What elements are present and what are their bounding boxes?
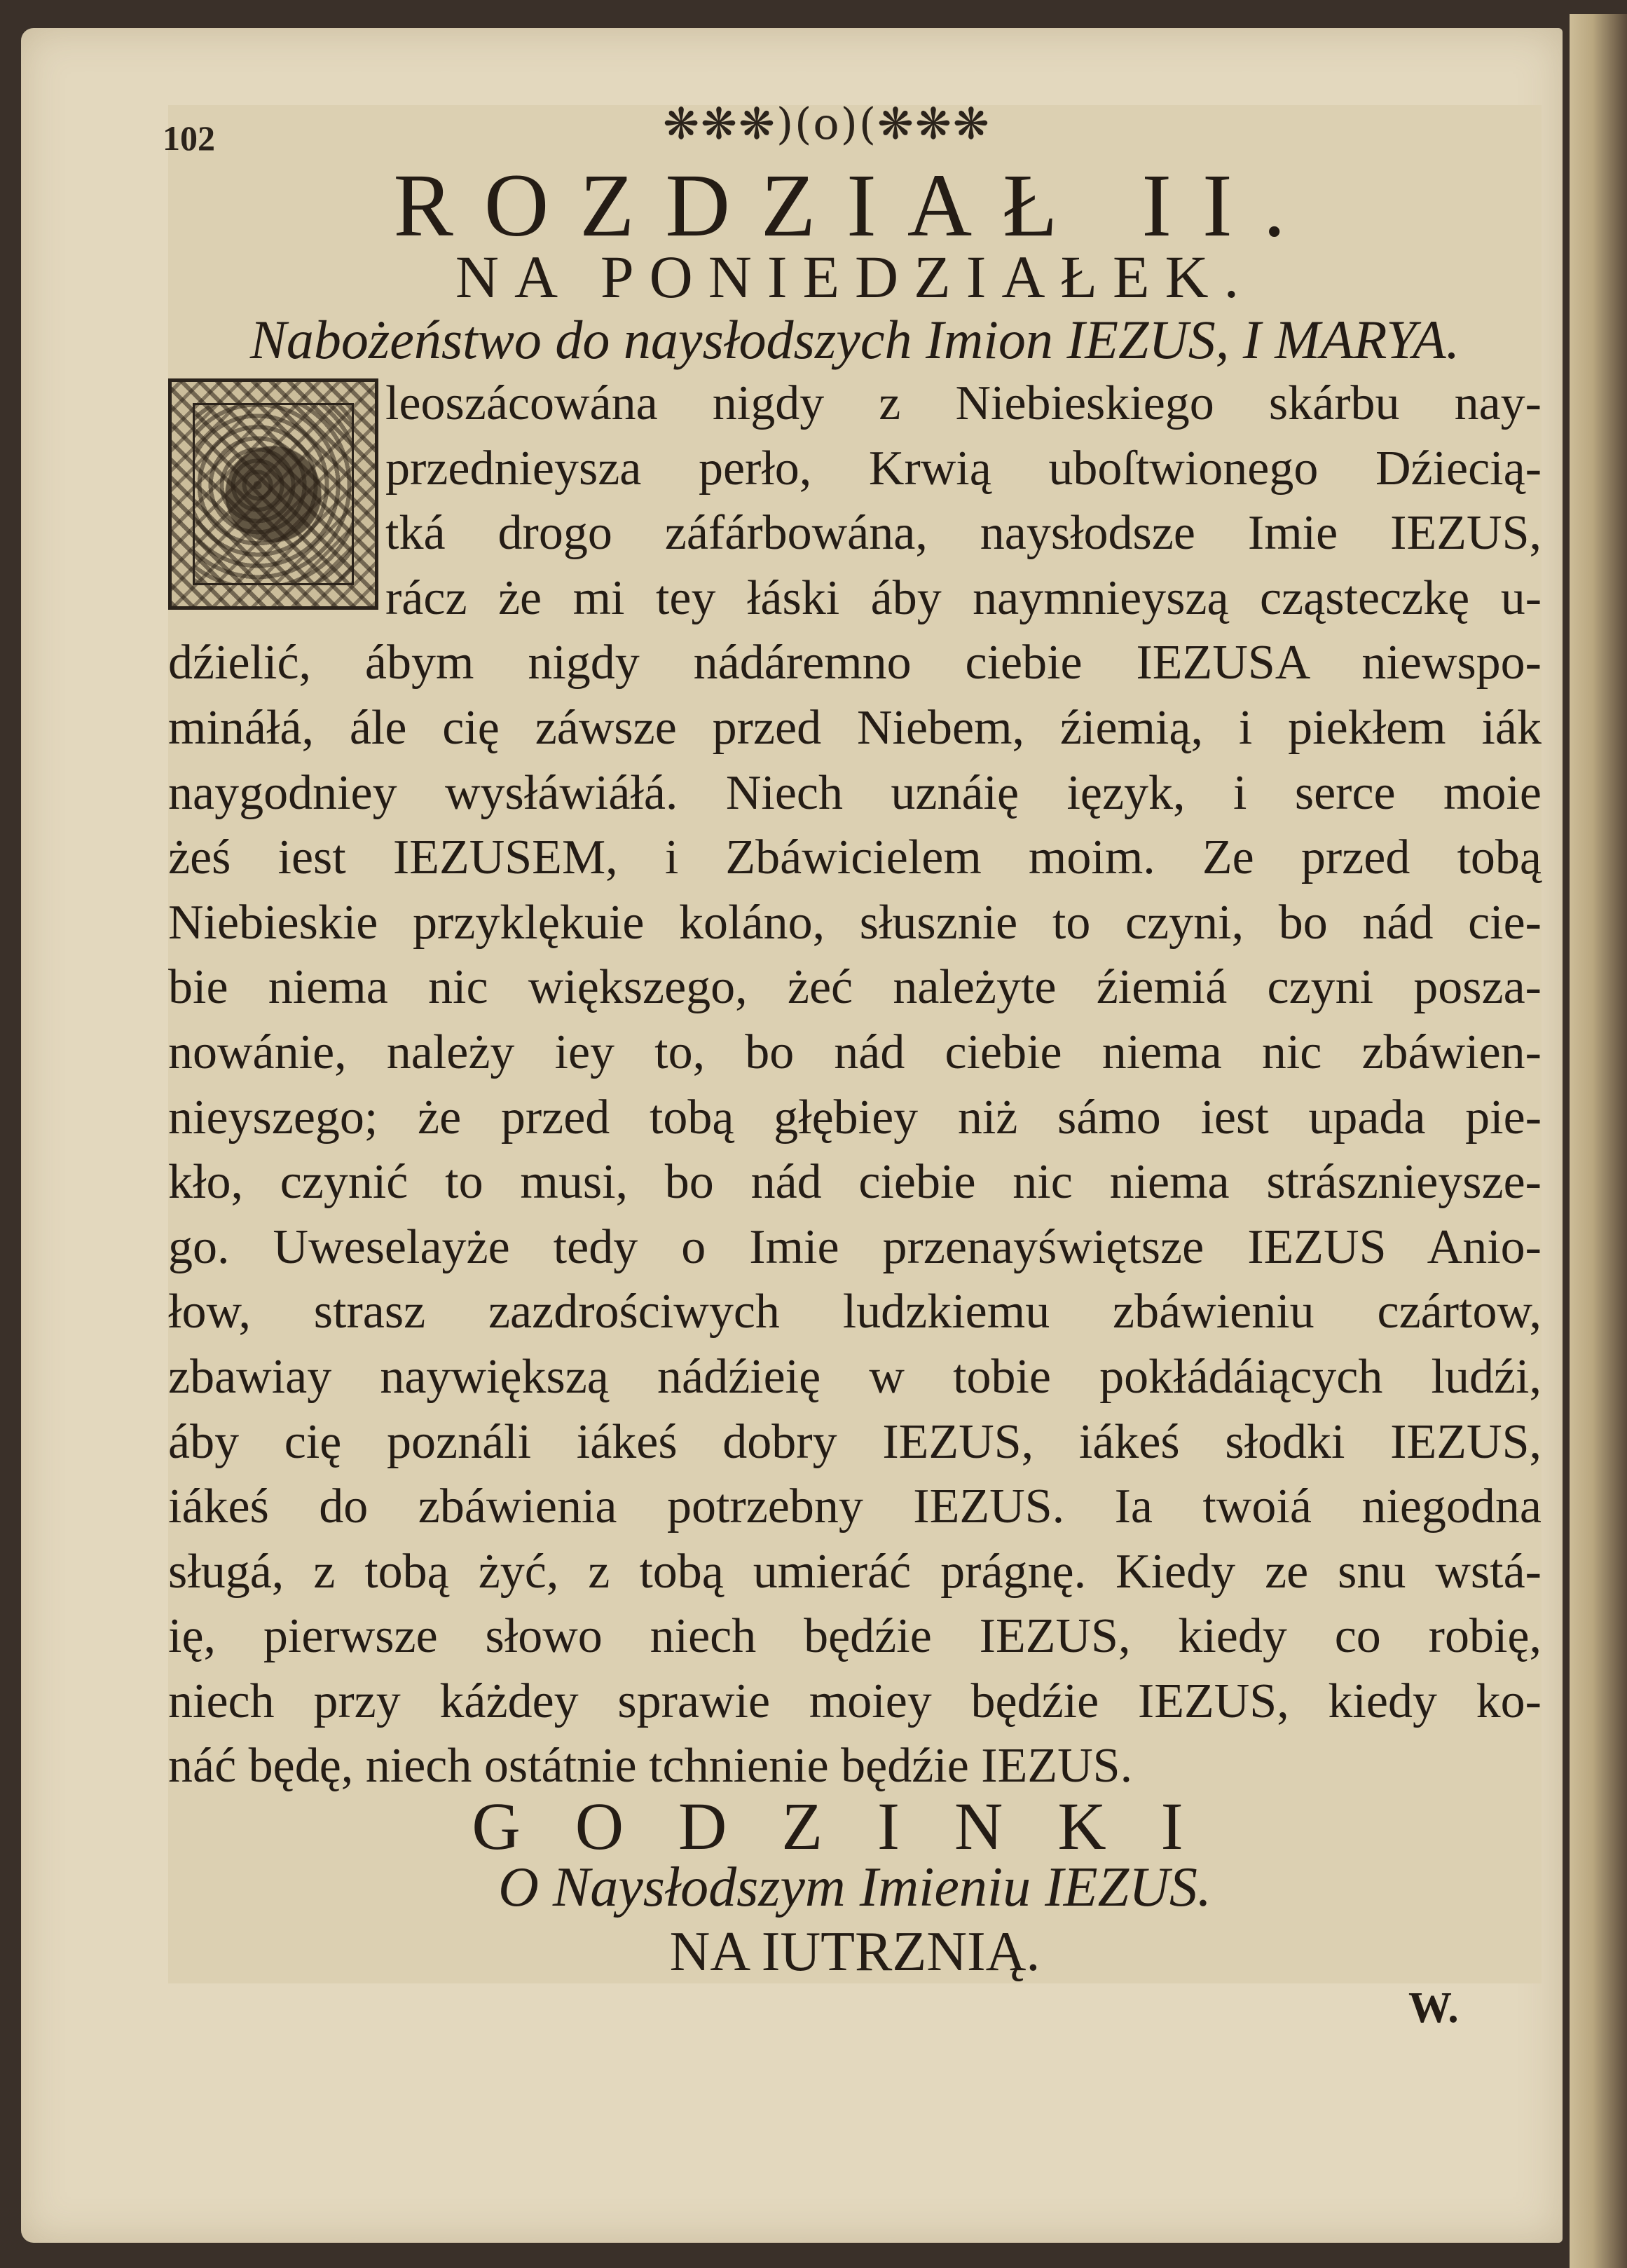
body-line: náć będę, niech ostátnie tchnienie będźie IEZUS. <box>168 1739 1133 1794</box>
body-line: zbawiay naywiększą nádźieię w tobie pokłádáiących ludźi, <box>168 1349 1542 1404</box>
body-line: niech przy káżdey sprawie moiey będźie IEZUS, kiedy ko- <box>168 1674 1542 1728</box>
page-number: 102 <box>163 118 215 158</box>
godzinki-title: GODZINKI <box>472 1789 1238 1864</box>
body-line: kło, czynić to musi, bo nád ciebie nic niema strásznieysze- <box>168 1155 1542 1210</box>
body-line: iákeś do zbáwienia potrzebny IEZUS. Ia twoiá niegodna <box>168 1480 1542 1534</box>
chapter-title: ROZDZIAŁ II. <box>393 156 1317 255</box>
body-line: leoszácowána nigdy z Niebieskiego skárbu nay- <box>385 376 1542 430</box>
body-line: go. Uweselayże tedy o Imie przenayświętsze IEZUS Anio- <box>168 1220 1542 1274</box>
body-line: naygodniey wysłáwiáłá. Niech uznáię ięzyk, i serce moie <box>168 765 1542 820</box>
godzinki-section: NA IUTRZNIĄ. <box>669 1921 1041 1983</box>
body-line: áby cię poználi iákeś dobry IEZUS, iákeś słodki IEZUS, <box>168 1414 1542 1469</box>
body-line: nieyszego; że przed tobą głębiey niż sámo iest upada pie- <box>168 1090 1542 1145</box>
body-line: Niebieskie przyklękuie koláno, słusznie to czyni, bo nád cie- <box>168 895 1542 950</box>
body-line: nowánie, należy iey to, bo nád ciebie niema nic zbáwien- <box>168 1025 1542 1079</box>
header-ornament: ❋❋❋)(o)(❋❋❋ <box>663 98 991 149</box>
body-line: ię, pierwsze słowo niech będźie IEZUS, kiedy co robię, <box>168 1609 1542 1664</box>
body-line: łow, strasz zazdrościwych ludzkiemu zbáwieniu czártow, <box>168 1285 1542 1339</box>
body-line: przednieysza perło, Krwią uboſtwionego Dźiecią- <box>385 441 1542 496</box>
body-line: rácz że mi tey łáski áby naymnieyszą cząsteczkę u- <box>385 571 1542 625</box>
body-text <box>168 371 1542 1799</box>
section-subtitle: Nabożeństwo do naysłodszych Imion IEZUS, I MARYA. <box>249 309 1460 370</box>
body-line: mináłá, ále cię záwsze przed Niebem, źiemią, i piekłem iák <box>168 700 1542 755</box>
page-edge <box>1570 14 1627 2268</box>
body-line: bie niema nic większego, żeć należyte źiemiá czyni posza- <box>168 960 1542 1015</box>
body-line: żeś iest IEZUSEM, i Zbáwicielem moim. Ze przed tobą <box>168 831 1542 885</box>
body-line: dźielić, ábym nigdy nádáremno ciebie IEZUSA niewspo- <box>168 636 1542 690</box>
body-line: tká drogo záfárbowána, naysłodsze Imie IEZUS, <box>385 506 1542 561</box>
godzinki-subtitle: O Naysłodszym Imieniu IEZUS. <box>498 1857 1211 1918</box>
body-line: sługá, z tobą żyć, z tobą umieráć prágnę. Kiedy ze snu wstá- <box>168 1544 1542 1599</box>
day-title: NA PONIEDZIAŁEK. <box>455 243 1255 310</box>
catchword: W. <box>1408 1984 1459 2032</box>
